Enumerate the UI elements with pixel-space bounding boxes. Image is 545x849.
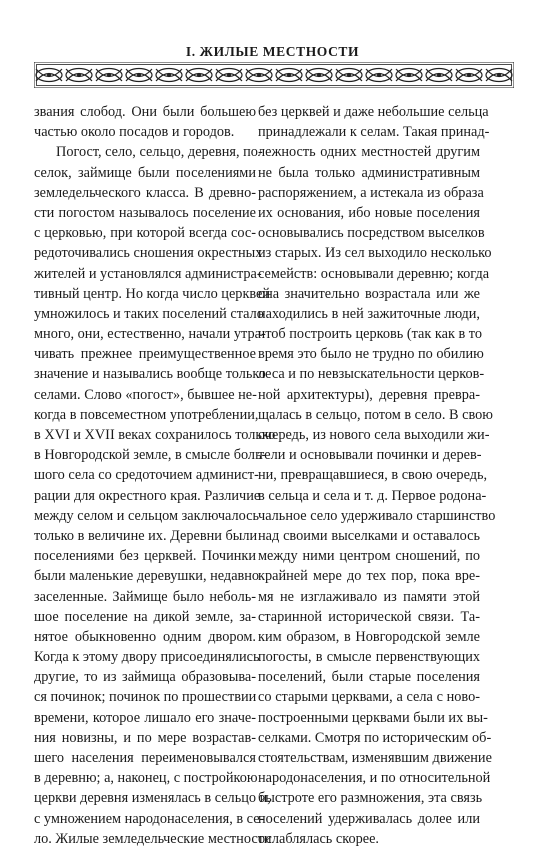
- ornament-dot: [137, 73, 141, 77]
- text-line: умножилось и таких поселений стало: [34, 305, 264, 322]
- text-line: находились в ней зажиточные люди,: [258, 305, 480, 322]
- text-line: очередь, из нового села выходили жи-: [258, 427, 490, 443]
- text-line: редоточивались сношения окрестных: [34, 245, 263, 262]
- text-line: ло. Жилые земледельческие местности: [34, 830, 272, 847]
- ornament-dot: [407, 73, 411, 77]
- ornament-dot: [437, 73, 441, 77]
- text-line: были маленькие деревушки, недавно: [34, 568, 260, 585]
- text-line: щалась в сельцо, потом в село. В свою: [258, 406, 493, 423]
- ornament-dot: [467, 73, 471, 77]
- text-line: тели и основывали починки и дерев-: [258, 447, 482, 464]
- text-line: церкви деревня изменялась в сельцо и,: [34, 790, 271, 807]
- ornament-dot: [167, 73, 171, 77]
- text-line: со старыми церквами, а села с ново-: [258, 689, 480, 706]
- running-header: I. ЖИЛЫЕ МЕСТНОСТИ: [185, 44, 360, 59]
- text-line: принадлежали к селам. Такая принад-: [258, 124, 490, 141]
- text-line: много, они, естественно, начали утра-: [34, 326, 266, 343]
- text-line: из старых. Из сел выходило несколько: [258, 245, 492, 262]
- text-line: ной архитектуры), деревня превра-: [258, 386, 480, 403]
- text-line: погосты, в смысле первенствующих: [258, 649, 480, 666]
- text-line: шего населения переименовывался: [34, 750, 256, 766]
- text-line: селок, займище были поселениями: [34, 164, 256, 181]
- text-line: нятое обыкновенно одним двором.: [34, 628, 256, 645]
- text-line: построенными церквами были их вы-: [258, 709, 488, 726]
- text-line: не была только административным: [258, 164, 480, 181]
- text-line: другие, то из займища образовыва-: [34, 669, 256, 686]
- text-line: мя не изглаживало из памяти этой: [258, 588, 480, 605]
- text-column-right: [258, 102, 496, 849]
- text-line: быстроте его размножения, эта связь: [258, 790, 483, 807]
- ornament-dot: [347, 73, 351, 77]
- text-line: селами. Слово «погост», бывшее не-: [34, 386, 257, 403]
- text-line: стоятельствам, изменявшим движение: [258, 750, 492, 766]
- ornament-dot: [107, 73, 111, 77]
- text-line: рации для окрестного края. Различие: [34, 487, 261, 504]
- text-line: ся починок; починок по прошествии: [34, 689, 257, 706]
- text-line: время это было не трудно по обилию: [258, 346, 484, 363]
- text-line: времени, которое лишало его значе-: [34, 709, 256, 726]
- text-line: ослаблялась скорее.: [258, 830, 380, 847]
- text-line: тивный центр. Но когда число церквей: [34, 285, 271, 302]
- ornament-dot: [317, 73, 321, 77]
- text-line: поселениями без церквей. Починки: [34, 548, 256, 565]
- text-line: значение и назывались вообще только: [34, 366, 266, 383]
- text-line: между селом и сельцом заключалось: [34, 507, 260, 524]
- text-line: только в величине их. Деревни были: [34, 527, 258, 544]
- text-line: крайней мере до тех пор, пока вре-: [258, 568, 480, 585]
- ornament-dot: [497, 73, 501, 77]
- text-line: в XVI и XVII веках сохранилось только: [34, 427, 276, 443]
- text-line: семейств: основывали деревню; когда: [258, 265, 490, 282]
- text-line: жителей и установлялся администра-: [34, 265, 262, 282]
- text-line: ния новизны, и по мере возрастав-: [34, 729, 256, 746]
- text-line: заселенные. Займище было неболь-: [34, 588, 256, 605]
- text-line: над своими выселками и оставалось: [258, 527, 480, 544]
- text-column-left: [34, 102, 276, 849]
- text-line: без церквей и даже небольшие сельца: [258, 104, 489, 120]
- text-line: народонаселения, и по относительной: [258, 770, 491, 787]
- ornament-dot: [257, 73, 261, 77]
- ornament-dot: [197, 73, 201, 77]
- text-line: в Новгородской земле, в смысле боль-: [34, 447, 267, 464]
- text-line: с умножением народонаселения, в се-: [34, 810, 265, 827]
- ornament-dot: [47, 73, 51, 77]
- text-line: она значительно возрастала или же: [258, 285, 480, 302]
- ornamental-border: [34, 62, 514, 88]
- text-line: частью около посадов и городов.: [34, 124, 235, 141]
- ornament-dot: [287, 73, 291, 77]
- text-line: в деревню; а, наконец, с постройкою: [34, 770, 258, 787]
- text-line: селками. Смотря по историческим об-: [258, 729, 492, 746]
- text-line: с церковью, при которой всегда сос-: [34, 225, 256, 242]
- text-line: чтоб построить церковь (так как в то: [258, 326, 482, 343]
- text-line: леса и по невзыскательности церков-: [258, 366, 485, 383]
- ornament-dot: [377, 73, 381, 77]
- text-line: в сельца и села и т. д. Первое родона-: [258, 487, 487, 504]
- ornament-dot: [77, 73, 81, 77]
- text-line: распоряжением, а истекала из образа: [258, 184, 484, 201]
- text-line: лежность одних местностей другим: [258, 144, 480, 161]
- text-line: их основания, ибо новые поселения: [258, 204, 480, 221]
- text-line: поселений удерживалась долее или: [258, 810, 480, 827]
- text-line: основывались посредством выселков: [258, 225, 485, 242]
- text-line: ким образом, в Новгородской земле: [258, 628, 480, 645]
- text-line: старинной исторической связи. Та-: [258, 608, 480, 625]
- text-line: Погост, село, сельцо, деревня, по-: [56, 144, 263, 161]
- text-line: Когда к этому двору присоединялись: [34, 649, 260, 666]
- text-line: поселений, были старые поселения: [258, 669, 480, 686]
- text-line: шого села со средоточием админист-: [34, 467, 259, 484]
- ornament-dot: [227, 73, 231, 77]
- text-line: когда в повсеместном употреблении,: [34, 406, 259, 423]
- text-line: чальное село удерживало старшинство: [258, 507, 496, 524]
- text-line: звания слобод. Они были большею: [34, 104, 256, 120]
- text-line: между ними центром сношений, по: [258, 548, 480, 565]
- text-line: шое поселение на дикой земле, за-: [34, 608, 256, 625]
- text-line: земледельческого класса. В древно-: [34, 184, 256, 201]
- text-line: чивать прежнее преимущественное: [34, 346, 256, 363]
- text-line: сти погостом называлось поселение: [34, 204, 256, 221]
- text-line: ни, превращавшиеся, в свою очередь,: [258, 467, 488, 484]
